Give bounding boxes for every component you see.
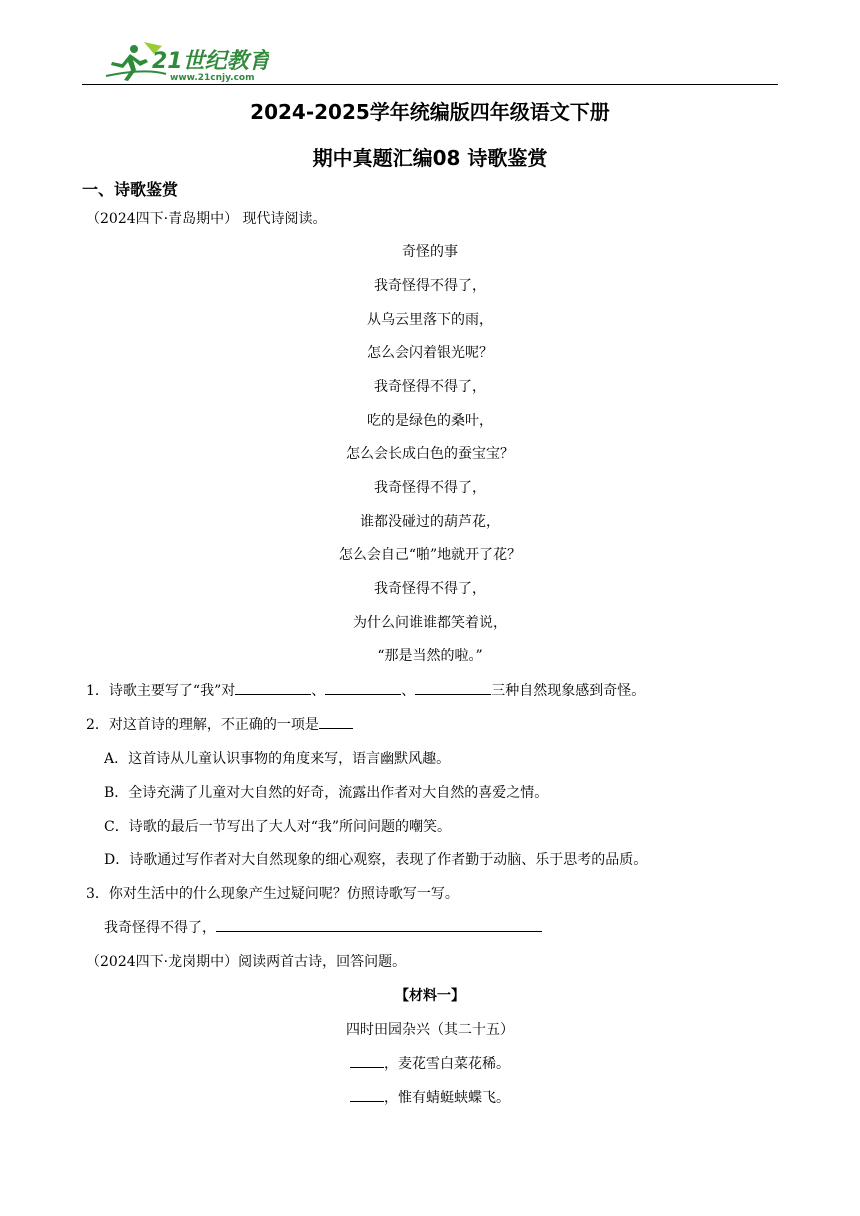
q1-suffix: 三种自然现象感到奇怪。 (491, 683, 646, 699)
q2-option-b[interactable]: B．全诗充满了儿童对大自然的好奇，流露出作者对大自然的喜爱之情。 (104, 785, 549, 801)
poem-line: “那是当然的啦。” (377, 648, 483, 664)
logo-url-text: www.21cnjy.com (170, 73, 255, 83)
poem-line: 怎么会闪着银光呢？ (367, 345, 493, 361)
poem-line: 吃的是绿色的桑叶， (367, 413, 493, 429)
poem-line: 怎么会长成白色的蚕宝宝？ (346, 446, 514, 462)
section-heading: 一、诗歌鉴赏 (82, 180, 179, 199)
q1-sep: 、 (311, 683, 326, 699)
q2-option-d[interactable]: D．诗歌通过写作者对大自然现象的细心观察，表现了作者勤于动脑、乐于思考的品质。 (104, 852, 648, 868)
material-label: 【材料一】 (395, 988, 465, 1004)
poem-line: 从乌云里落下的雨， (367, 312, 493, 328)
poem2-line-1 (0, 1053, 860, 1073)
poem-line: 我奇怪得不得了， (374, 278, 486, 294)
q2-option-a[interactable]: A．这首诗从儿童认识事物的角度来写，语言幽默风趣。 (104, 751, 451, 767)
question-1 (86, 680, 645, 700)
poem2-line-2-text: ，惟有蜻蜓蛱蝶飞。 (384, 1090, 510, 1106)
poem2-line-1-text: ，麦花雪白菜花稀。 (384, 1056, 510, 1072)
poem2-blank-2[interactable] (350, 1087, 384, 1102)
q2-answer-blank[interactable] (319, 714, 353, 729)
site-logo (104, 40, 269, 84)
poem-line: 怎么会自己“啪”地就开了花？ (338, 547, 522, 563)
logo-text: 21世纪教育 (152, 49, 269, 74)
poem2-blank-1[interactable] (350, 1053, 384, 1068)
q1-blank-2[interactable] (325, 680, 401, 695)
runner-logo-icon (104, 40, 269, 84)
question-3: 3．你对生活中的什么现象产生过疑问呢？仿照诗歌写一写。 (86, 886, 459, 902)
poem-line: 我奇怪得不得了， (374, 480, 486, 496)
poem1-title: 奇怪的事 (402, 244, 458, 260)
q3-answer-line (104, 917, 542, 937)
q2-option-c[interactable]: C．诗歌的最后一节写出了大人对“我”所问问题的嘲笑。 (104, 819, 452, 835)
q2-stem: 2．对这首诗的理解，不正确的一项是 (86, 717, 319, 733)
q1-sep: 、 (401, 683, 416, 699)
document-subtitle: 期中真题汇编08 诗歌鉴赏 (312, 146, 548, 170)
poem-line: 谁都没碰过的葫芦花， (360, 514, 500, 530)
q3-answer-prefix: 我奇怪得不得了， (104, 920, 216, 936)
poem2-line-2 (0, 1087, 860, 1107)
poem-line: 我奇怪得不得了， (374, 581, 486, 597)
header-divider (82, 84, 778, 85)
q1-prefix: 1．诗歌主要写了“我”对 (86, 683, 236, 699)
passage1-source: （2024四下·青岛期中） 现代诗阅读。 (86, 211, 327, 227)
q1-blank-3[interactable] (415, 680, 491, 695)
document-title: 2024-2025学年统编版四年级语文下册 (250, 100, 610, 124)
poem-line: 为什么问谁谁都笑着说， (353, 615, 507, 631)
question-2 (86, 714, 353, 734)
q3-answer-blank[interactable] (216, 917, 542, 932)
passage2-source: （2024四下·龙岗期中）阅读两首古诗，回答问题。 (86, 954, 407, 970)
q1-blank-1[interactable] (235, 680, 311, 695)
poem2-title: 四时田园杂兴（其二十五） (346, 1022, 514, 1038)
poem-line: 我奇怪得不得了， (374, 379, 486, 395)
